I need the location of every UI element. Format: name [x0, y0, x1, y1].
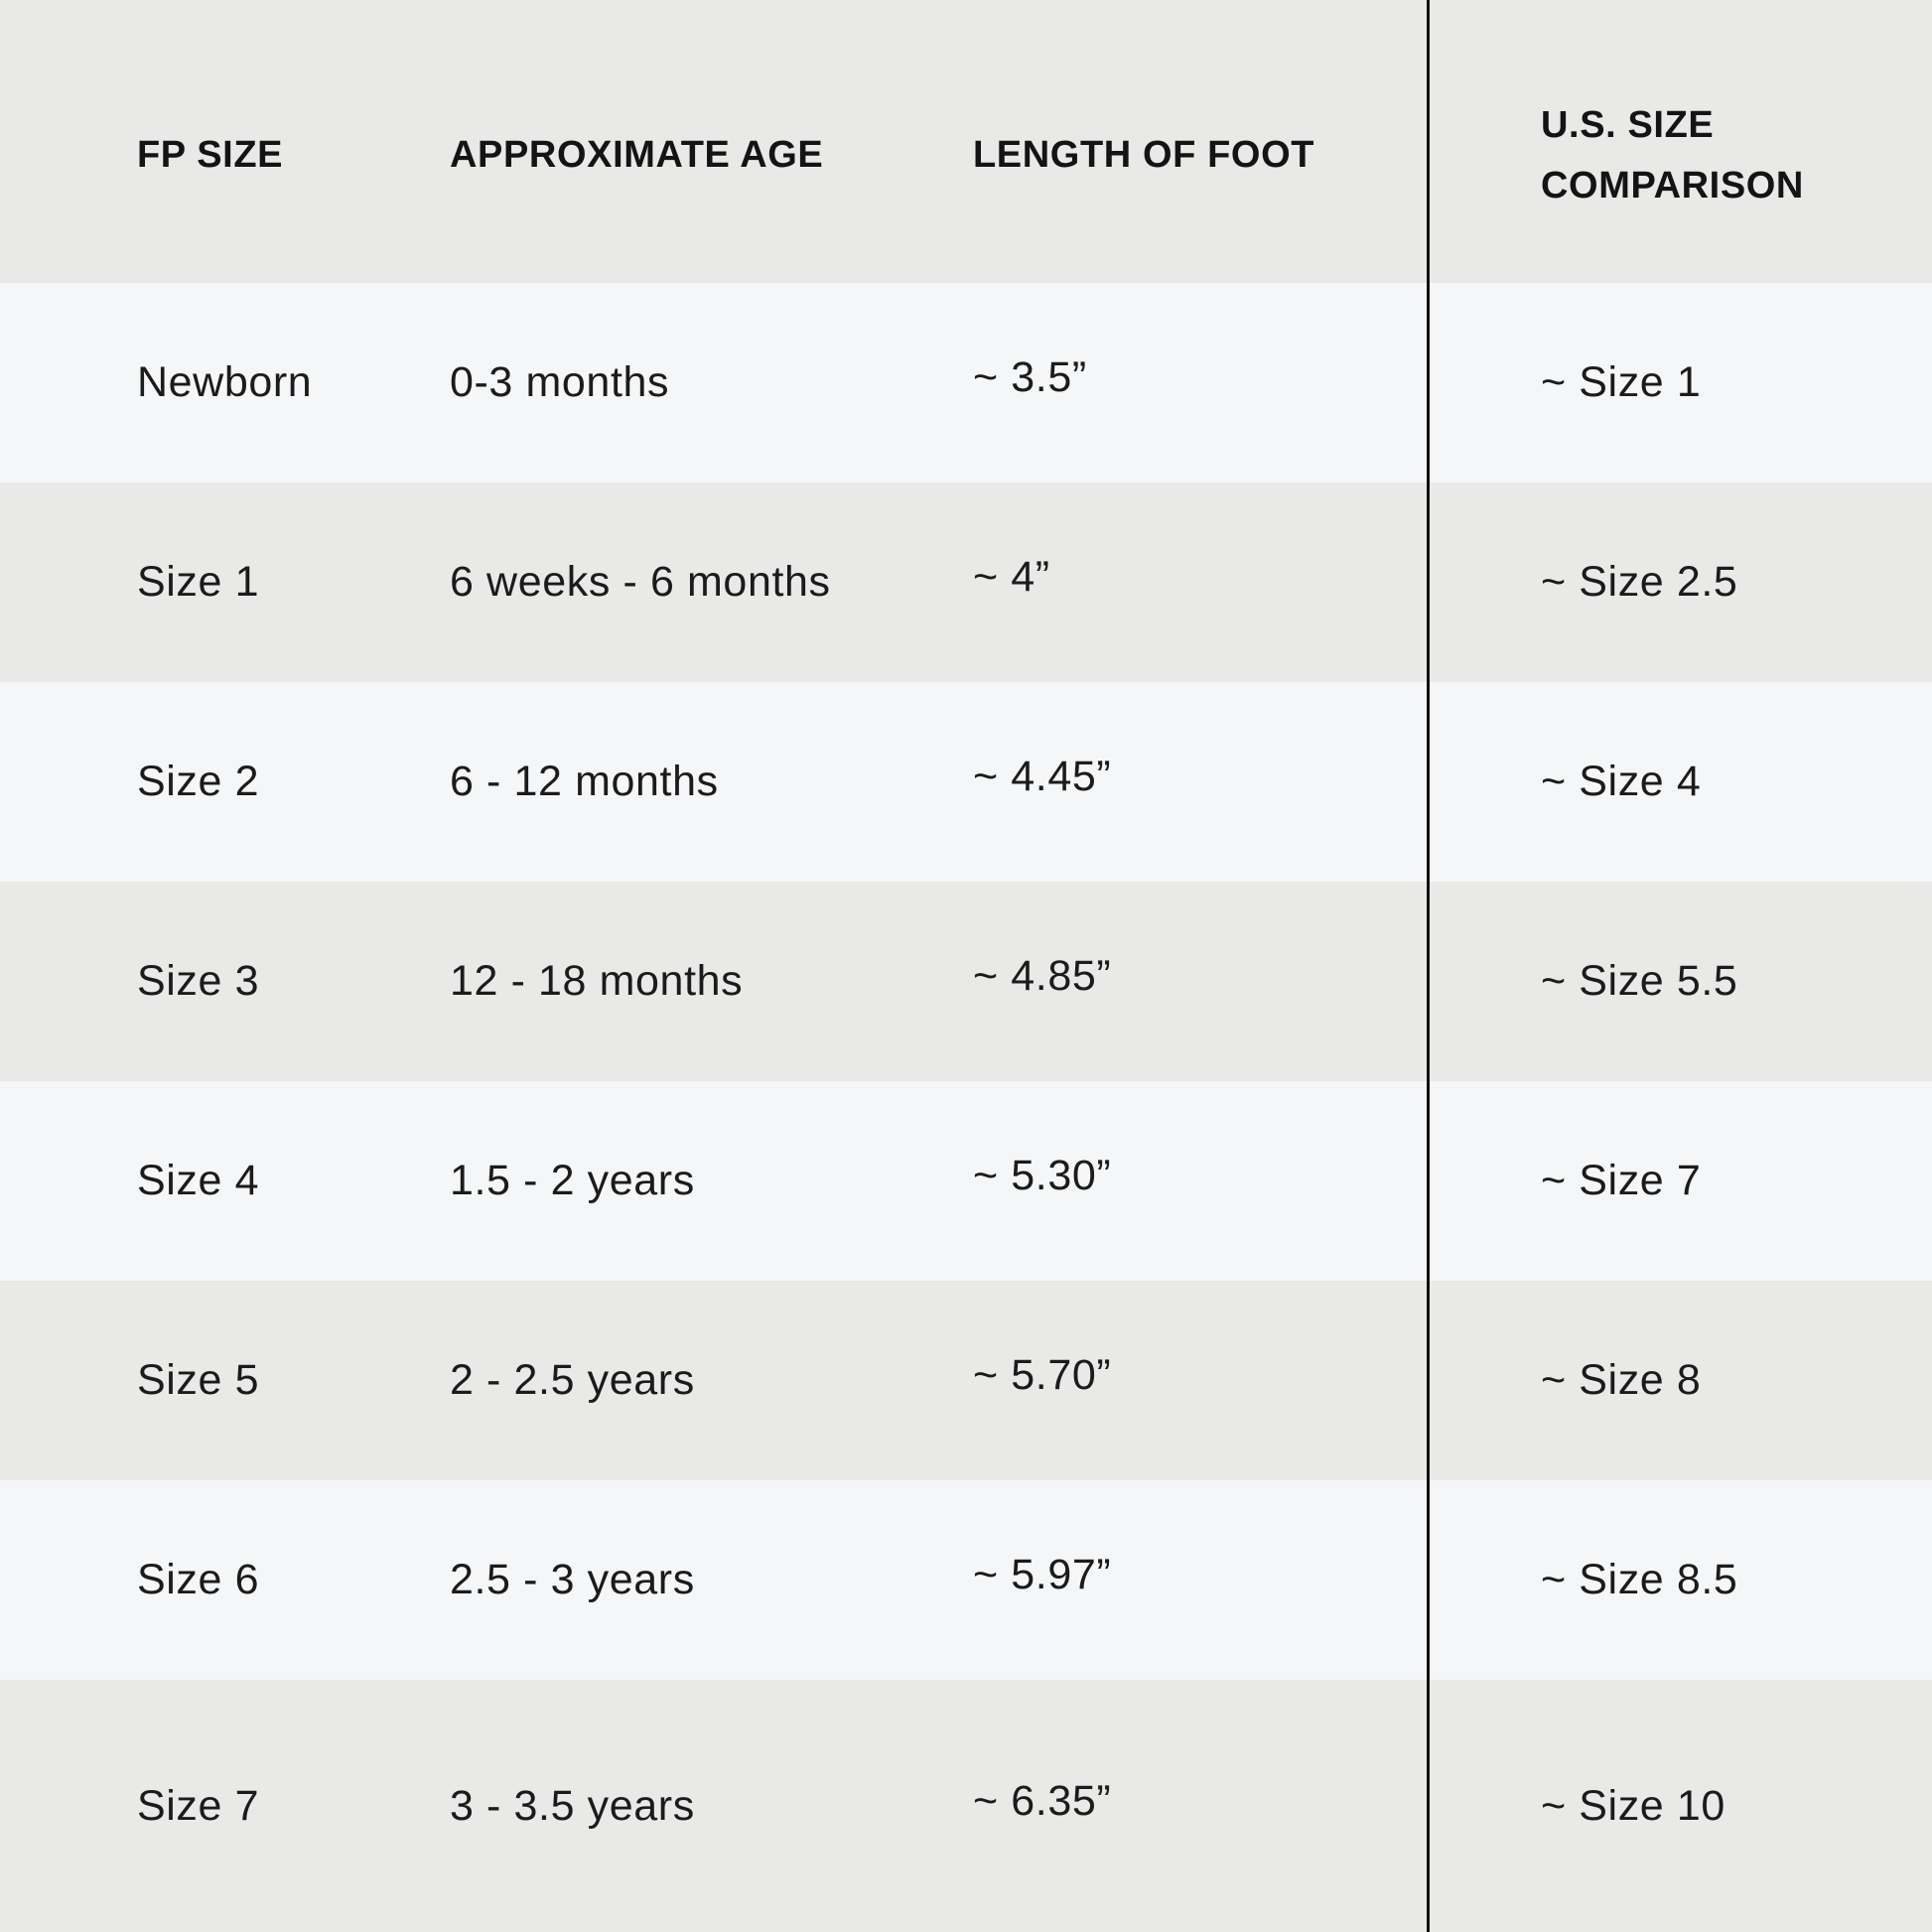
cell-length-of-foot: ~ 3.5” [973, 353, 1087, 401]
column-header-approximate-age-label: APPROXIMATE AGE [450, 134, 824, 177]
cell-length-of-foot: ~ 4.45” [973, 753, 1112, 800]
cell-us-size-comparison: ~ Size 7 [1541, 1157, 1702, 1204]
table-row [0, 283, 1932, 483]
column-header-fp-size-label: FP SIZE [137, 134, 284, 177]
column-header-fp-size [137, 125, 450, 186]
cell-us-size-comparison: ~ Size 8.5 [1541, 1556, 1738, 1603]
cell-us-size-comparison: ~ Size 1 [1541, 358, 1702, 406]
cell-fp-size: Size 5 [137, 1356, 260, 1404]
cell-approximate-age: 3 - 3.5 years [450, 1781, 695, 1830]
cell-us-size-comparison: ~ Size 8 [1541, 1356, 1702, 1404]
cell-fp-size: Size 6 [137, 1556, 260, 1603]
cell-approximate-age: 6 weeks - 6 months [450, 558, 831, 606]
cell-length-of-foot: ~ 4” [973, 553, 1050, 601]
table-row [0, 1081, 1932, 1281]
cell-fp-size: Size 1 [137, 558, 260, 606]
table-row [0, 682, 1932, 882]
table-row [0, 483, 1932, 682]
cell-length-of-foot: ~ 5.97” [973, 1551, 1112, 1598]
cell-fp-size: Size 3 [137, 957, 260, 1005]
column-header-length-of-foot [973, 125, 1430, 186]
cell-length-of-foot: ~ 5.30” [973, 1152, 1112, 1199]
cell-us-size-comparison: ~ Size 5.5 [1541, 957, 1738, 1005]
column-header-approximate-age [450, 125, 973, 186]
cell-us-size-comparison: ~ Size 4 [1541, 758, 1702, 805]
cell-fp-size: Size 7 [137, 1781, 260, 1830]
cell-approximate-age: 2.5 - 3 years [450, 1556, 695, 1603]
cell-approximate-age: 12 - 18 months [450, 957, 744, 1005]
cell-length-of-foot: ~ 6.35” [973, 1776, 1112, 1825]
cell-length-of-foot: ~ 5.70” [973, 1351, 1112, 1399]
cell-approximate-age: 2 - 2.5 years [450, 1356, 695, 1404]
table-body [0, 283, 1932, 1932]
cell-length-of-foot: ~ 4.85” [973, 952, 1112, 1000]
column-header-length-of-foot-label: LENGTH OF FOOT [973, 134, 1315, 177]
header-row [0, 0, 1932, 283]
table-row [0, 1680, 1932, 1932]
cell-fp-size: Size 4 [137, 1157, 260, 1204]
cell-fp-size: Size 2 [137, 758, 260, 805]
table-row [0, 882, 1932, 1081]
column-header-us-size-comparison-label: U.S. SIZE COMPARISON [1541, 103, 1804, 207]
cell-approximate-age: 0-3 months [450, 358, 670, 406]
cell-approximate-age: 6 - 12 months [450, 758, 719, 805]
column-header-us-size-comparison [1430, 95, 1932, 216]
cell-fp-size: Newborn [137, 358, 313, 406]
table-row [0, 1281, 1932, 1480]
cell-us-size-comparison: ~ Size 2.5 [1541, 558, 1738, 606]
column-divider-line [1427, 0, 1430, 1932]
table-row [0, 1480, 1932, 1680]
cell-approximate-age: 1.5 - 2 years [450, 1157, 695, 1204]
cell-us-size-comparison: ~ Size 10 [1541, 1781, 1725, 1830]
